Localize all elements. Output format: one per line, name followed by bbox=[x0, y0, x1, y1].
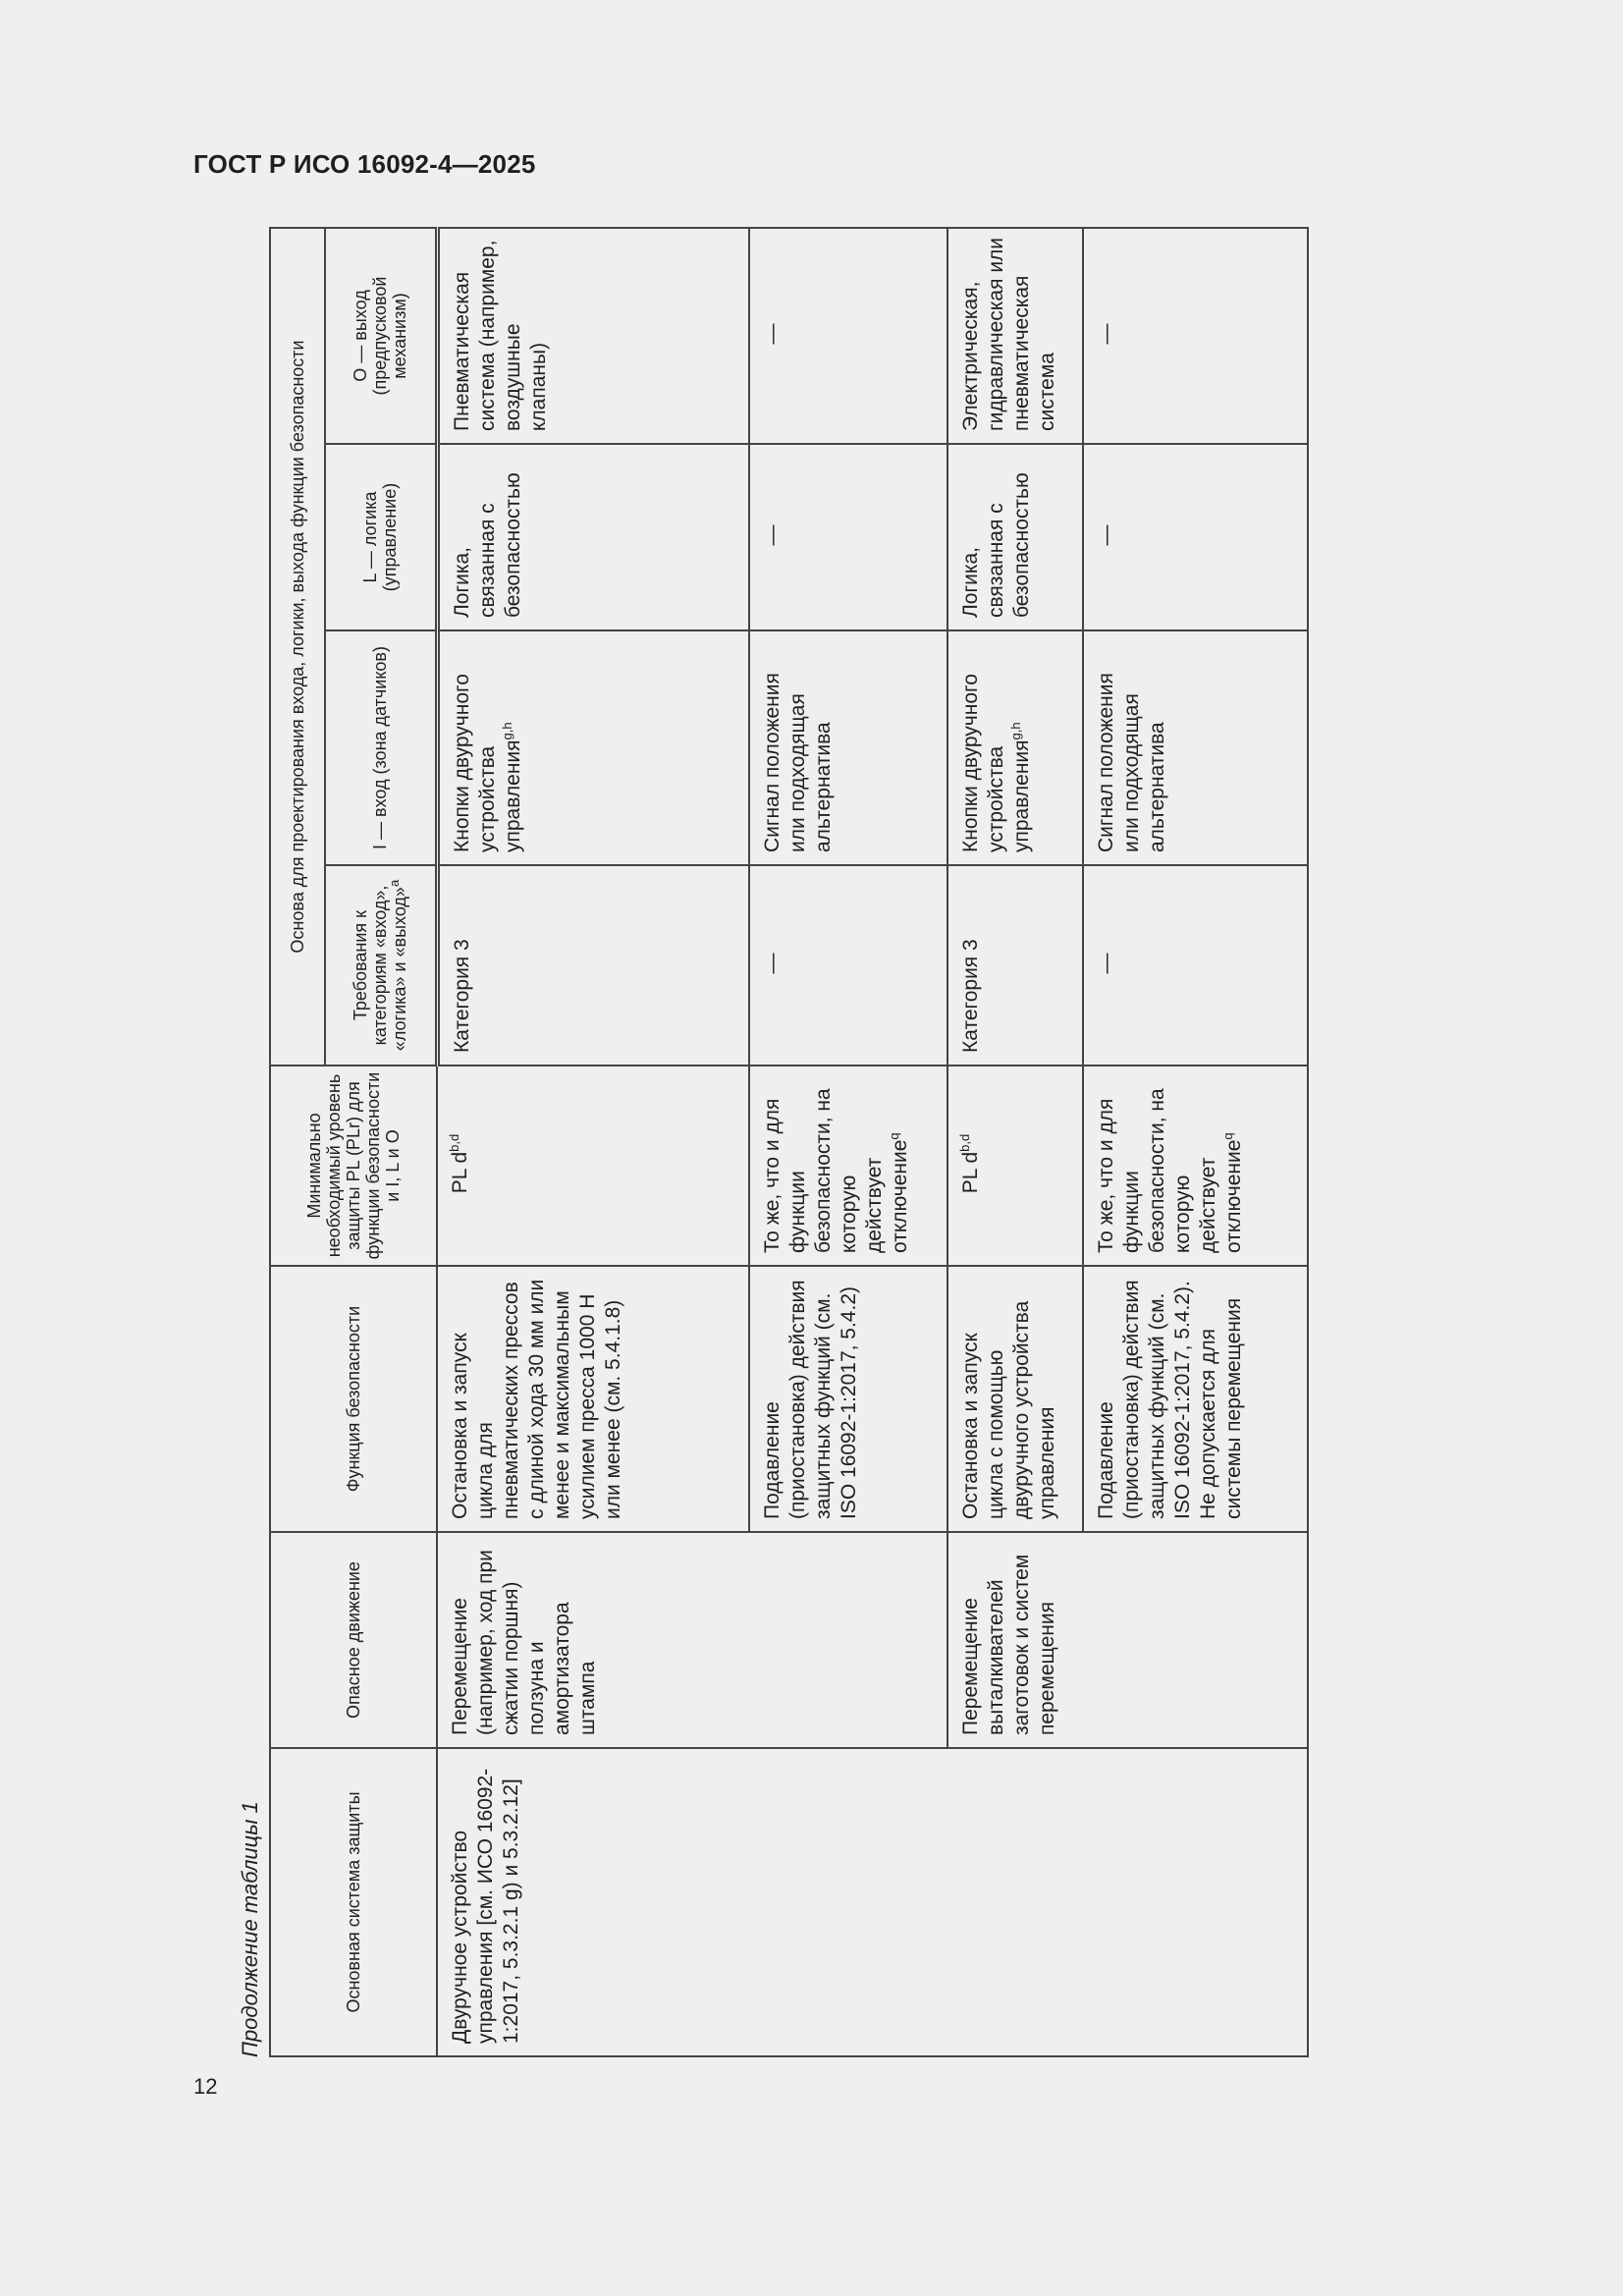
input-text: Кнопки двуручного устройства управления bbox=[959, 674, 1033, 852]
min-pl-footnote: b,d bbox=[957, 1133, 972, 1152]
header-categories-footnote: a bbox=[387, 879, 403, 888]
category-cell: Категория 3 bbox=[947, 865, 1083, 1066]
category-cell: Категория 3 bbox=[437, 865, 749, 1066]
table-row bbox=[437, 228, 749, 2056]
input-cell bbox=[749, 630, 947, 865]
output-cell: — bbox=[749, 228, 947, 444]
min-pl-text: То же, что и для функции безопасности, на которую действует отключение bbox=[761, 1088, 911, 1253]
logic-cell: Логика, связанная с безопасностью bbox=[437, 444, 749, 630]
category-cell: — bbox=[749, 865, 947, 1066]
safety-function-cell: Подавление (приостановка) действия защитных функций (см. ISO 16092-1:2017, 5.4.2). Не допускается для системы перемещения bbox=[1083, 1266, 1308, 1532]
min-pl-footnote: b,d bbox=[447, 1133, 461, 1152]
logic-cell: — bbox=[749, 444, 947, 630]
input-footnote: g,h bbox=[499, 722, 514, 740]
rotated-table-block bbox=[232, 229, 1307, 2057]
header-categories bbox=[325, 865, 437, 1066]
min-pl-text: PL d bbox=[959, 1151, 982, 1194]
min-pl-text: То же, что и для функции безопасности, на которую действует отключение bbox=[1095, 1088, 1245, 1253]
header-input: I — вход (зона датчиков) bbox=[325, 630, 437, 865]
document-header: ГОСТ Р ИСО 16092-4—2025 bbox=[193, 149, 536, 179]
input-text: Сигнал положения или подходящая альтернатива bbox=[761, 673, 835, 852]
header-safety-function: Функция безопасности bbox=[270, 1266, 437, 1532]
input-cell bbox=[1083, 630, 1308, 865]
header-logic: L — логика (управление) bbox=[325, 444, 437, 630]
output-cell: — bbox=[1083, 228, 1308, 444]
input-cell bbox=[947, 630, 1083, 865]
min-pl-cell bbox=[437, 1066, 749, 1266]
table-caption: Продолжение таблицы 1 bbox=[238, 1801, 262, 2057]
logic-cell: — bbox=[1083, 444, 1308, 630]
min-pl-footnote: q bbox=[1220, 1132, 1235, 1140]
input-text: Кнопки двуручного устройства управления bbox=[450, 674, 524, 852]
input-cell bbox=[437, 630, 749, 865]
protection-system-cell: Двуручное устройство управления [см. ИСО 16092-1:2017, 5.3.2.1 g) и 5.3.2.12] bbox=[437, 1748, 1308, 2056]
output-cell: Пневматическая система (например, воздушные клапаны) bbox=[437, 228, 749, 444]
min-pl-cell bbox=[749, 1066, 947, 1266]
header-hazardous-motion: Опасное движение bbox=[270, 1532, 437, 1748]
page-number: 12 bbox=[193, 2074, 218, 2099]
safety-function-cell: Остановка и запуск цикла с помощью двуручного устройства управления bbox=[947, 1266, 1083, 1532]
header-categories-text: Требования к категориям «вход», «логика» и «выход» bbox=[351, 885, 410, 1052]
safety-functions-table bbox=[269, 227, 1309, 2057]
min-pl-cell bbox=[947, 1066, 1083, 1266]
input-footnote: g,h bbox=[1008, 722, 1023, 740]
header-design-basis: Основа для проектирования входа, логики, выхода функции безопасности bbox=[270, 228, 325, 1066]
input-text: Сигнал положения или подходящая альтернатива bbox=[1095, 673, 1168, 852]
safety-function-cell: Остановка и запуск цикла для пневматических прессов с длиной хода 30 мм или менее и максимальным усилием пресса 1000 Н или менее (см. 5.4.1.8) bbox=[437, 1266, 749, 1532]
hazardous-motion-cell: Перемещение (например, ход при сжатии поршня) ползуна и амортизатора штампа bbox=[437, 1532, 947, 1748]
min-pl-cell bbox=[1083, 1066, 1308, 1266]
output-cell: Электрическая, гидравлическая или пневматическая система bbox=[947, 228, 1083, 444]
min-pl-footnote: q bbox=[887, 1132, 901, 1140]
safety-function-cell: Подавление (приостановка) действия защитных функций (см. ISO 16092-1:2017, 5.4.2) bbox=[749, 1266, 947, 1532]
header-output: O — выход (предпусковой механизм) bbox=[325, 228, 437, 444]
min-pl-text: PL d bbox=[449, 1151, 471, 1194]
logic-cell: Логика, связанная с безопасностью bbox=[947, 444, 1083, 630]
header-protection-system: Основная система защиты bbox=[270, 1748, 437, 2056]
header-min-pl: Минимально необходимый уровень защиты PL (PLr) для функции безопасности и I, L и O bbox=[270, 1066, 437, 1266]
hazardous-motion-cell: Перемещение выталкивателей заготовок и систем перемещения bbox=[947, 1532, 1308, 1748]
category-cell: — bbox=[1083, 865, 1308, 1066]
